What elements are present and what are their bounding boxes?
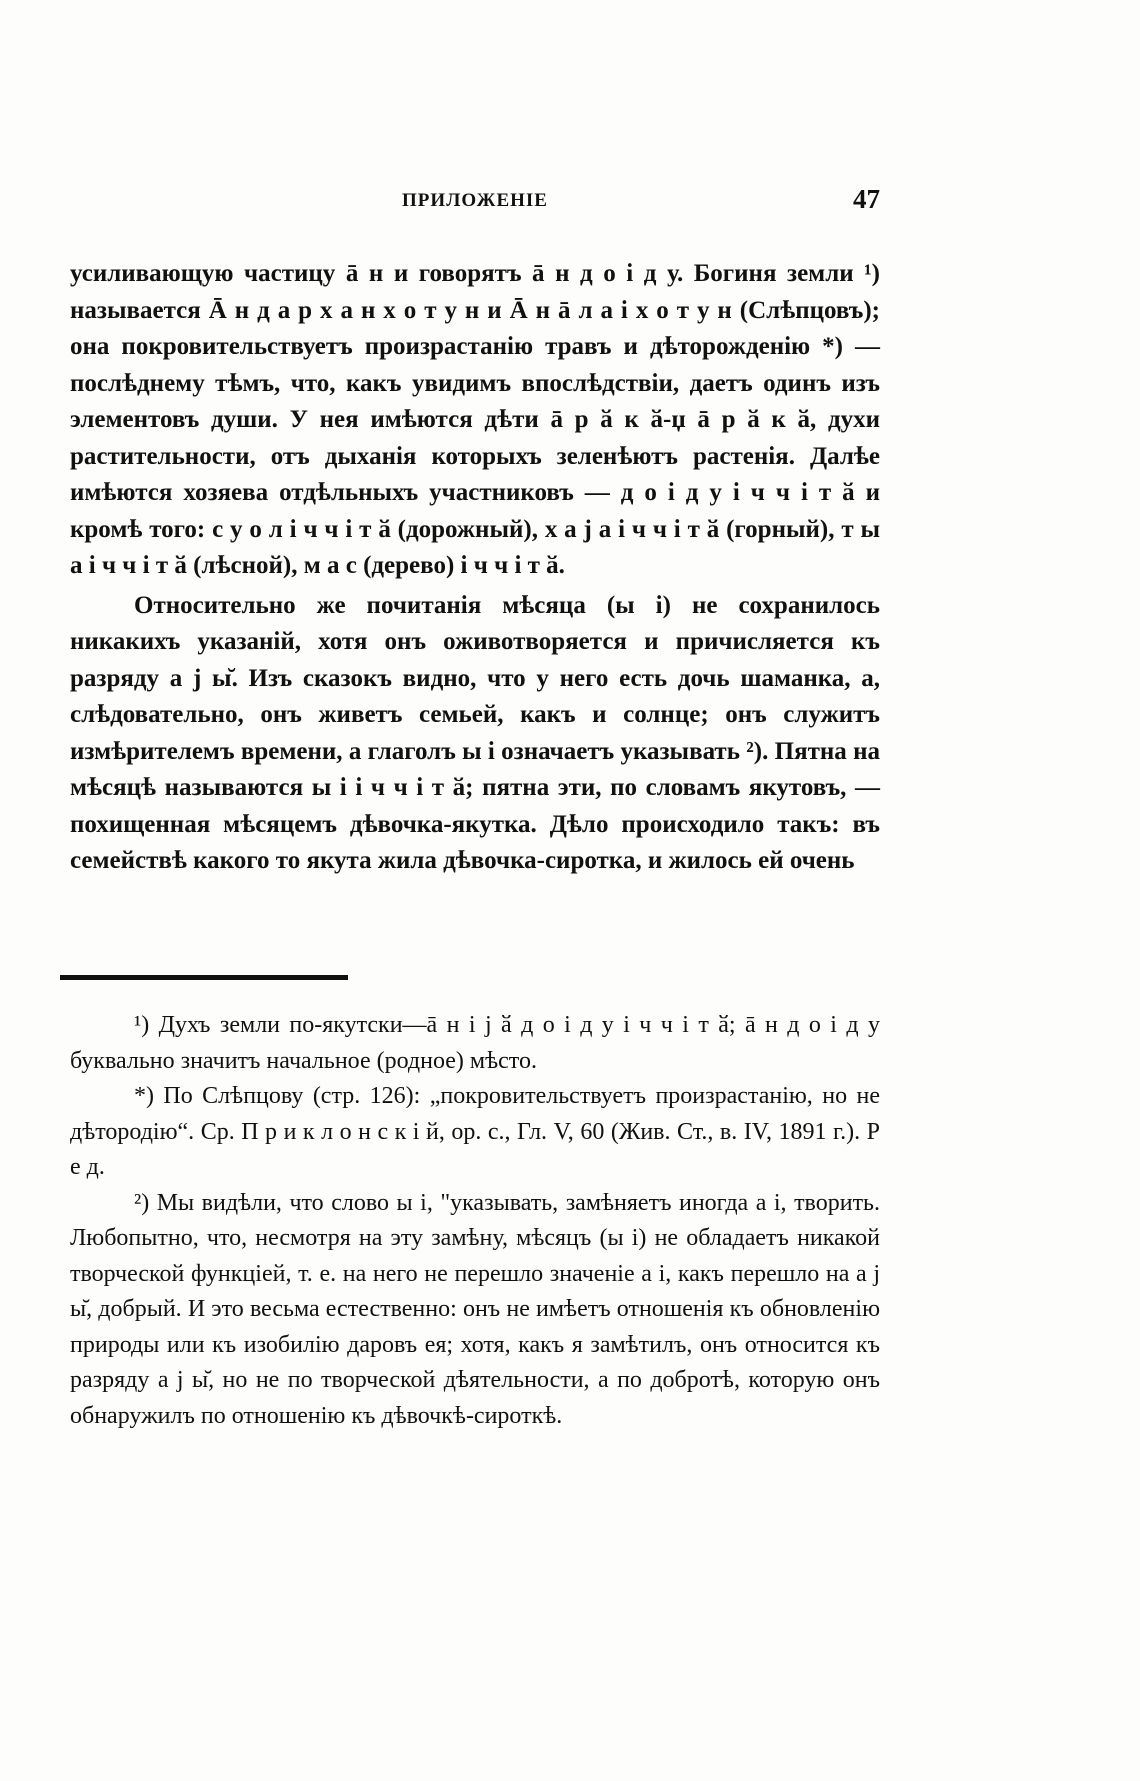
footnote: *) По Слѣпцову (стр. 126): „покровительствуетъ произрастанію, но не дѣтородію“. Ср. П р и к л о н с к і й, ор. с., Гл. V, 60 (Жив. Ст., в. IV, 1891 г.). Р е д. — [70, 1083, 880, 1180]
running-title: ПРИЛОЖЕНІЕ — [402, 190, 548, 211]
paragraph: усиливающую частицу ā н и говорятъ ā н д о і д у. Богиня земли ¹) называется Ā н д а р х а н х о т у н и Ā н ā л а і х о т у н (Слѣпцовъ); она покровительствуетъ произрастанію травъ и дѣторожденію *) — послѣднему тѣмъ, что, какъ увидимъ впослѣдствіи, даетъ одинъ изъ элементовъ души. У нея имѣются дѣти ā р ӑ к ӑ-џ ā р ӑ к ӑ, духи растительности, отъ дыханія которыхъ зеленѣютъ растенія. Далѣе имѣются хозяева отдѣльныхъ участниковъ — д о і д у і ч ч і т ӑ и кромѣ того: с у о л і ч ч і т ӑ (дорожный), х а ј а і ч ч і т ӑ (горный), т ы а і ч ч і т ӑ (лѣсной), м а с (дерево) і ч ч і т ӑ. — [70, 260, 880, 579]
page-header — [70, 186, 880, 220]
footnotes — [70, 1008, 880, 1434]
footnote: ¹) Духъ земли по-якутски—ā н і ј ӑ д о і д у і ч ч і т ӑ; ā н д о і д у буквально значитъ начальное (родное) мѣсто. — [70, 1012, 880, 1074]
paragraph: Относительно же почитанія мѣсяца (ы і) не сохранилось никакихъ указаній, хотя онъ оживотворяется и причисляется къ разряду а ј ы̆. Изъ сказокъ видно, что у него есть дочь шаманка, а, слѣдовательно, онъ живетъ семьей, какъ и солнце; онъ служитъ измѣрителемъ времени, а глаголъ ы і означаетъ указывать ²). Пятна на мѣсяцѣ называются ы і і ч ч і т ӑ; пятна эти, по словамъ якутовъ, — похищенная мѣсяцемъ дѣвочка-якутка. Дѣло происходило такъ: въ семействѣ какого то якута жила дѣвочка-сиротка, и жилось ей очень — [70, 591, 880, 874]
footnote-separator — [60, 975, 348, 980]
footnote: ²) Мы видѣли, что слово ы і, "указывать, замѣняетъ иногда а і, творить. Любопытно, что, несмотря на эту замѣну, мѣсяцъ (ы і) не обладаетъ никакой творческой функціей, т. е. на него не перешло значеніе а і, какъ перешло на а ј ы̆, добрый. И это весьма естественно: онъ не имѣетъ отношенія къ обновленію природы или къ изобилію даровъ ея; хотя, какъ я замѣтилъ, онъ относится къ разряду а ј ы̆, но не по творческой дѣятельности, а по добротѣ, которую онъ обнаружилъ по отношенію къ дѣвочкѣ-сироткѣ. — [70, 1189, 880, 1429]
page-number: 47 — [853, 184, 880, 214]
body-text — [70, 256, 880, 880]
